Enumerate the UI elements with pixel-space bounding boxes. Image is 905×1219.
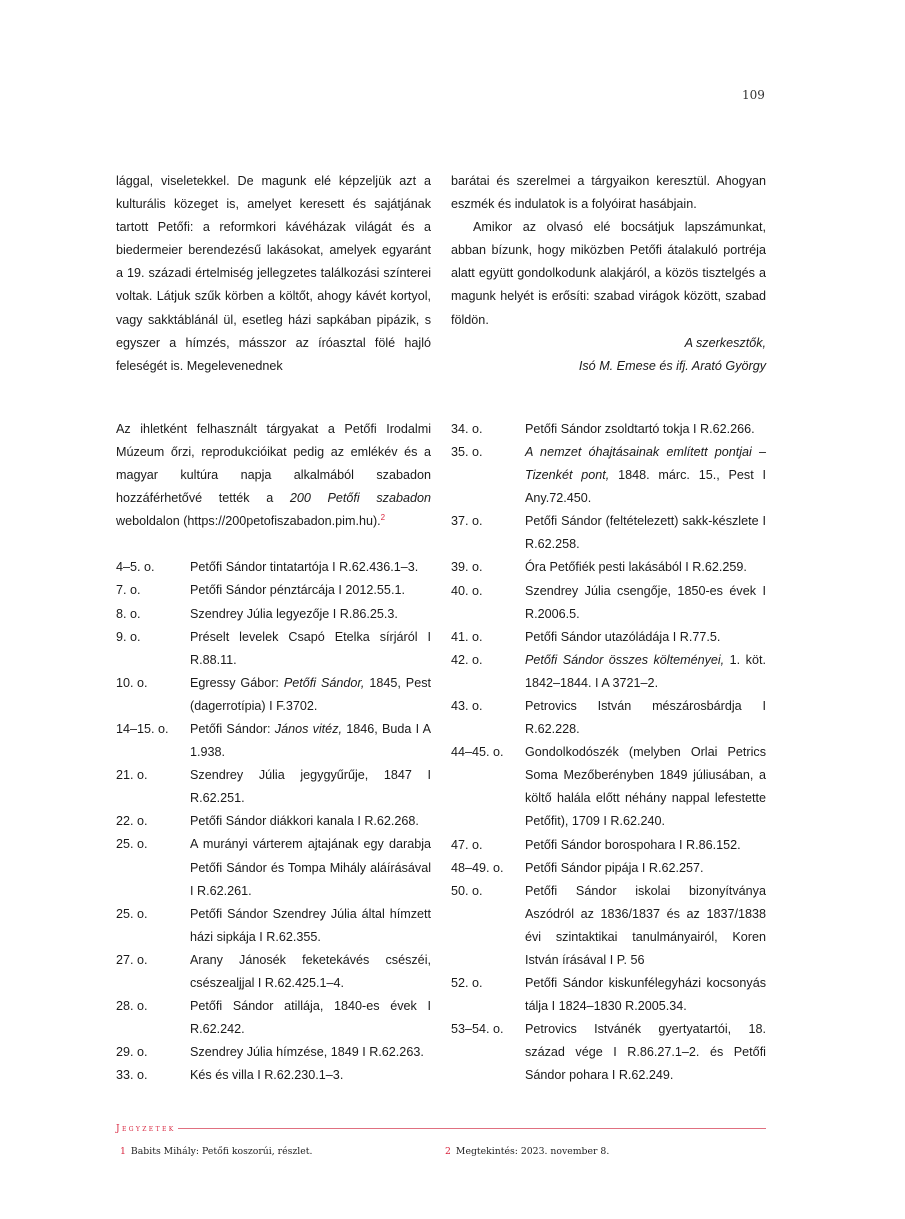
credit-entry bbox=[116, 833, 431, 902]
entry-page: 50. o. bbox=[451, 883, 483, 898]
footnote-number: 1 bbox=[120, 1145, 126, 1157]
intro-url-text: weboldalon (https://200petofiszabadon.pim.hu). bbox=[116, 514, 381, 529]
entry-description bbox=[190, 718, 431, 764]
entry-text: Arany Jánosék feketekávés csészéi, csészealjjal I R.62.425.1–4. bbox=[190, 952, 431, 990]
page-number: 109 bbox=[742, 88, 765, 102]
entry-description bbox=[190, 833, 431, 902]
entry-description bbox=[525, 695, 766, 741]
entry-page: 4–5. o. bbox=[116, 560, 155, 575]
entry-page: 39. o. bbox=[451, 560, 483, 575]
credit-entry bbox=[451, 556, 766, 579]
entry-description bbox=[190, 672, 431, 718]
entry-page: 33. o. bbox=[116, 1068, 148, 1083]
credit-entry bbox=[116, 718, 431, 764]
entry-description bbox=[190, 949, 431, 995]
notes-divider bbox=[178, 1128, 766, 1129]
entry-page: 44–45. o. bbox=[451, 745, 504, 760]
entry-description bbox=[525, 626, 766, 649]
entry-text: Szendrey Júlia csengője, 1850-es évek I R.2006.5. bbox=[525, 583, 766, 621]
entry-page: 25. o. bbox=[116, 906, 148, 921]
entry-description bbox=[525, 556, 766, 579]
entry-description bbox=[525, 880, 766, 972]
intro-text: Az ihletként felhasznált tárgyakat a Petőfi Irodalmi Múzeum őrzi, reprodukcióikat pedig az emlékév és a magyar kultúra napja alkalmából szabadon hozzáférhetővé tették a bbox=[116, 421, 431, 506]
credit-entry bbox=[116, 672, 431, 718]
entry-page: 25. o. bbox=[116, 837, 148, 852]
entry-text: Petőfi Sándor pénztárcája I 2012.55.1. bbox=[190, 583, 405, 598]
credit-entry bbox=[451, 1018, 766, 1087]
credit-entry bbox=[451, 695, 766, 741]
entry-page: 48–49. o. bbox=[451, 860, 504, 875]
notes-title: Jegyzetek bbox=[116, 1123, 176, 1134]
body-row-top bbox=[116, 170, 766, 378]
entry-text: Gondolkodószék (melyben Orlai Petrics Soma Mezőberényben 1849 júliusában, a költő halála előtt néhány nappal lefestette Petőfit), 1709 I R.62.240. bbox=[525, 745, 766, 829]
entry-text: Petőfi Sándor utazóládája I R.77.5. bbox=[525, 629, 721, 644]
intro-italic-title: 200 Petőfi szabadon bbox=[289, 491, 431, 506]
body-paragraph: barátai és szerelmei a tárgyaikon keresztül. Ahogyan eszmék és indulatok is a folyóirat hasábjain. bbox=[451, 174, 766, 212]
entry-page: 10. o. bbox=[116, 675, 148, 690]
entry-description bbox=[525, 510, 766, 556]
entry-description bbox=[190, 995, 431, 1041]
notes-block bbox=[116, 1122, 766, 1219]
entry-page: 14–15. o. bbox=[116, 721, 169, 736]
entry-text: Szendrey Júlia jegygyűrűje, 1847 I R.62.251. bbox=[190, 768, 431, 806]
credit-entry bbox=[451, 510, 766, 556]
credit-entry bbox=[116, 949, 431, 995]
credit-entry bbox=[116, 764, 431, 810]
entry-description bbox=[525, 580, 766, 626]
entry-text: Petőfi Sándor Szendrey Júlia által hímzett házi sipkája I R.62.355. bbox=[190, 906, 431, 944]
entry-italic-title: János vitéz, bbox=[274, 721, 342, 736]
entry-text: Petőfi Sándor tintatartója I R.62.436.1–3. bbox=[190, 560, 419, 575]
entry-description bbox=[190, 764, 431, 810]
entry-description bbox=[525, 418, 766, 441]
entry-page: 21. o. bbox=[116, 768, 148, 783]
entry-page: 34. o. bbox=[451, 421, 483, 436]
signature-names: Isó M. Emese és ifj. Arató György bbox=[578, 358, 766, 373]
entry-description bbox=[190, 579, 431, 602]
entry-description bbox=[525, 649, 766, 695]
footnote-text: Megtekintés: 2023. november 8. bbox=[455, 1145, 610, 1157]
entry-description bbox=[190, 903, 431, 949]
entry-page: 40. o. bbox=[451, 583, 483, 598]
entry-page: 28. o. bbox=[116, 999, 148, 1014]
entry-text: A murányi várterem ajtajának egy darabja Petőfi Sándor és Tompa Mihály aláírásával I R.62.261. bbox=[190, 837, 431, 898]
credits-intro bbox=[116, 418, 431, 533]
notes-header bbox=[116, 1122, 766, 1136]
entry-description bbox=[525, 972, 766, 1018]
entry-text: Óra Petőfiék pesti lakásából I R.62.259. bbox=[525, 560, 747, 575]
entry-description bbox=[190, 810, 431, 833]
entry-italic-title: Petőfi Sándor, bbox=[283, 675, 365, 690]
entry-description bbox=[190, 603, 431, 626]
signature-line: A szerkesztők, bbox=[684, 335, 766, 350]
credits-list-right bbox=[451, 418, 766, 1088]
credit-entry bbox=[451, 857, 766, 880]
entry-page: 41. o. bbox=[451, 629, 483, 644]
entry-page: 22. o. bbox=[116, 814, 148, 829]
entry-description bbox=[525, 441, 766, 510]
credit-entry bbox=[451, 880, 766, 972]
credit-entry bbox=[116, 903, 431, 949]
credits-row bbox=[116, 418, 766, 1088]
body-column-right-top bbox=[451, 170, 766, 378]
entry-text: Petőfi Sándor atillája, 1840-es évek I R.62.242. bbox=[190, 999, 431, 1037]
entry-italic-title: A nemzet óhajtásainak említett pontjai – Tizenkét pont, bbox=[525, 444, 766, 483]
credit-entry bbox=[451, 649, 766, 695]
entry-page: 27. o. bbox=[116, 952, 148, 967]
entry-description bbox=[190, 1064, 431, 1087]
credit-entry bbox=[451, 580, 766, 626]
credit-entry bbox=[451, 418, 766, 441]
body-paragraph: lággal, viseletekkel. De magunk elé képzeljük azt a kulturális közeget is, amelyet keresett és sajátjának tartott Petőfi: a reformkori kávéházak világát és a biedermeier berendezésű lakásokat, amelyek egyaránt a 19. századi értelmiség jellegzetes találkozási színterei voltak. Látjuk szűk körben a költőt, ahogy kávét kortyol, vagy sakktáblánál ül, esetleg házi sapkában pipázik, s egyszer a hímzés, másszor az íróasztal fölé hajló feleségét is. Megelevenednek bbox=[116, 174, 431, 373]
credit-entry bbox=[116, 1064, 431, 1087]
credit-entry bbox=[116, 1041, 431, 1064]
footnote-number: 2 bbox=[445, 1145, 451, 1157]
credits-column-left bbox=[116, 418, 431, 1088]
entry-page: 47. o. bbox=[451, 837, 483, 852]
entry-text: Egressy Gábor: bbox=[190, 675, 284, 690]
entry-text: Préselt levelek Csapó Etelka sírjáról I R.88.11. bbox=[190, 629, 431, 667]
body-column-left-top bbox=[116, 170, 431, 378]
entry-description bbox=[525, 857, 766, 880]
entry-text: Petőfi Sándor pipája I R.62.257. bbox=[525, 860, 704, 875]
credit-entry bbox=[451, 626, 766, 649]
entry-description bbox=[525, 741, 766, 833]
entry-text: Petőfi Sándor: bbox=[190, 721, 275, 736]
entry-text: Petőfi Sándor (feltételezett) sakk-készlete I R.62.258. bbox=[525, 514, 766, 552]
entry-description bbox=[190, 626, 431, 672]
entry-text-rest: 1. köt. 1842–1844. I A 3721–2. bbox=[525, 652, 766, 690]
entry-page: 52. o. bbox=[451, 976, 483, 991]
entry-page: 42. o. bbox=[451, 652, 483, 667]
entry-page: 7. o. bbox=[116, 583, 141, 598]
credit-entry bbox=[451, 441, 766, 510]
footnote-2 bbox=[441, 1145, 766, 1159]
credits-list-left bbox=[116, 556, 431, 1087]
entry-text: Petőfi Sándor borospohara I R.86.152. bbox=[525, 837, 741, 852]
entry-text: Petőfi Sándor zsoldtartó tokja I R.62.266. bbox=[525, 421, 755, 436]
credit-entry bbox=[116, 579, 431, 602]
credit-entry bbox=[116, 810, 431, 833]
entry-text: Petőfi Sándor kiskunfélegyházi kocsonyás tálja I 1824–1830 R.2005.34. bbox=[525, 976, 766, 1014]
entry-description bbox=[190, 556, 431, 579]
entry-page: 29. o. bbox=[116, 1045, 148, 1060]
entry-page: 35. o. bbox=[451, 444, 483, 459]
entry-description bbox=[525, 834, 766, 857]
body-paragraph: Amikor az olvasó elé bocsátjuk lapszámunkat, abban bízunk, hogy miközben Petőfi átalakuló portréja alatt együtt gondolkodunk alakjáról, a közös tisztelgés a magunk helyét is erősíti: szabad virágok között, szabad földön. bbox=[451, 220, 766, 327]
credit-entry bbox=[116, 626, 431, 672]
footnotes-row bbox=[116, 1145, 766, 1159]
entry-italic-title: Petőfi Sándor összes költeményei, bbox=[525, 652, 725, 667]
entry-description bbox=[190, 1041, 431, 1064]
credit-entry bbox=[451, 834, 766, 857]
entry-page: 53–54. o. bbox=[451, 1022, 504, 1037]
credit-entry bbox=[451, 741, 766, 833]
entry-text: Petőfi Sándor diákkori kanala I R.62.268. bbox=[190, 814, 419, 829]
entry-text: Petrovics István mészárosbárdja I R.62.228. bbox=[525, 698, 766, 737]
credit-entry bbox=[116, 556, 431, 579]
footnote-ref[interactable]: 2 bbox=[380, 513, 386, 523]
entry-text: Petrovics Istvánék gyertyatartói, 18. század vége I R.86.27.1–2. és Petőfi Sándor pohara I R.62.249. bbox=[525, 1022, 766, 1083]
entry-text-rest: 1848. márc. 15., Pest I Any.72.450. bbox=[525, 468, 766, 506]
entry-text-rest: 1846, Buda I A 1.938. bbox=[190, 721, 432, 760]
entry-description bbox=[525, 1018, 766, 1087]
entry-page: 43. o. bbox=[451, 698, 483, 713]
footnote-text: Babits Mihály: Petőfi koszorúi, részlet. bbox=[130, 1145, 313, 1157]
entry-page: 37. o. bbox=[451, 514, 483, 529]
credit-entry bbox=[116, 603, 431, 626]
entry-page: 9. o. bbox=[116, 629, 141, 644]
credits-column-right bbox=[451, 418, 766, 1088]
credit-entry bbox=[116, 995, 431, 1041]
entry-page: 8. o. bbox=[116, 606, 141, 621]
credit-entry bbox=[451, 972, 766, 1018]
entry-text: Petőfi Sándor iskolai bizonyítványa Aszódról az 1836/1837 és az 1837/1838 évi szintaktikai tanulmányairól, Koren István írásával I P. 56 bbox=[525, 883, 766, 967]
footnote-1 bbox=[116, 1145, 441, 1159]
entry-text: Szendrey Júlia hímzése, 1849 I R.62.263. bbox=[190, 1045, 424, 1060]
entry-text-rest: 1845, Pest (dagerrotípia) I F.3702. bbox=[190, 675, 431, 713]
entry-text: Kés és villa I R.62.230.1–3. bbox=[190, 1068, 344, 1083]
entry-text: Szendrey Júlia legyezője I R.86.25.3. bbox=[190, 606, 398, 621]
